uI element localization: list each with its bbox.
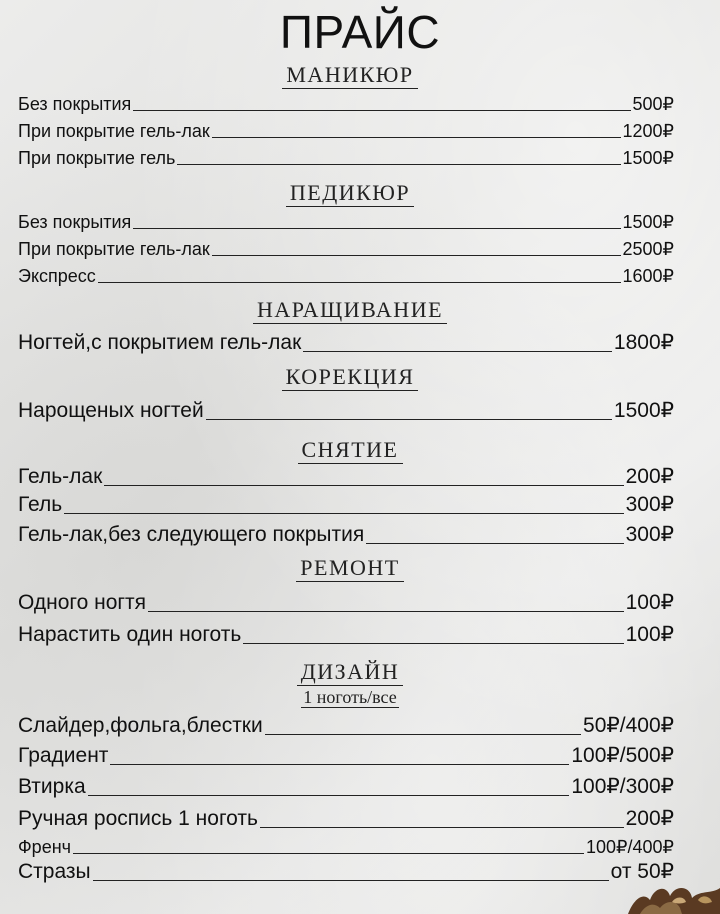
leader-line (206, 418, 612, 420)
leader-line (64, 512, 623, 514)
section-title-extension: НАРАЩИВАНИЕ (0, 297, 700, 323)
service-price: 200₽ (625, 807, 674, 830)
leader-line (177, 163, 620, 165)
section-title-manicure: МАНИКЮР (0, 62, 700, 88)
price-row (18, 772, 674, 800)
service-price: 100₽ (625, 623, 674, 646)
service-name: Втирка (18, 775, 86, 798)
service-name: Френч (18, 837, 72, 857)
service-name: Без покрытия (18, 94, 132, 114)
price-row (18, 620, 674, 648)
page-title: ПРАЙС (279, 6, 441, 58)
section-title-removal: СНЯТИЕ (0, 437, 700, 463)
price-row (18, 209, 674, 233)
section-title-pedicure: ПЕДИКЮР (0, 180, 700, 206)
service-name: При покрытие гель (18, 148, 176, 168)
service-price: 200₽ (625, 465, 674, 488)
leader-line (212, 254, 621, 256)
service-price: 500₽ (632, 94, 674, 114)
price-row (18, 804, 674, 832)
leader-line (212, 136, 621, 138)
service-price: 100₽/500₽ (571, 744, 674, 767)
price-row (18, 236, 674, 260)
leader-line (148, 610, 624, 612)
service-price: 100₽/400₽ (586, 837, 674, 857)
service-name: Гель-лак,без следующего покрытия (18, 523, 365, 546)
section-title-repair: РЕМОНТ (0, 555, 700, 581)
price-row (18, 741, 674, 769)
service-name: Гель (18, 493, 63, 516)
price-row (18, 834, 674, 858)
leader-line (93, 879, 609, 881)
service-price: 2500₽ (622, 239, 674, 259)
price-row (18, 711, 674, 739)
service-price: 1500₽ (613, 399, 674, 422)
price-row (18, 118, 674, 142)
price-row (18, 490, 674, 518)
leader-line (243, 642, 623, 644)
price-row (18, 396, 674, 424)
price-row (18, 462, 674, 490)
leader-line (133, 109, 630, 111)
leader-line (366, 542, 623, 544)
service-name: Ручная роспись 1 ноготь (18, 807, 258, 830)
leader-line (260, 826, 624, 828)
service-name: При покрытие гель-лак (18, 121, 210, 141)
price-row (18, 588, 674, 616)
service-price: 300₽ (625, 493, 674, 516)
service-price: 50₽/400₽ (583, 714, 674, 737)
service-name: Без покрытия (18, 212, 132, 232)
service-price: 100₽/300₽ (571, 775, 674, 798)
service-name: Слайдер,фольга,блестки (18, 714, 263, 737)
service-price: 1500₽ (622, 212, 674, 232)
leader-line (104, 484, 623, 486)
leader-line (98, 281, 621, 283)
service-price: от 50₽ (610, 860, 674, 883)
service-price: 1600₽ (622, 266, 674, 286)
service-price: 1200₽ (622, 121, 674, 141)
price-row (18, 857, 674, 885)
service-name: При покрытие гель-лак (18, 239, 210, 259)
design-subtitle: 1 ноготь/все (303, 687, 397, 707)
service-name: Гель-лак (18, 465, 103, 488)
leader-line (133, 227, 620, 229)
leader-line (110, 763, 569, 765)
price-row (18, 91, 674, 115)
service-name: Экспресс (18, 266, 96, 286)
leader-line (265, 733, 581, 735)
price-row (18, 263, 674, 287)
price-row (18, 520, 674, 548)
leader-line (73, 852, 584, 854)
service-name: Нарощеных ногтей (18, 399, 204, 422)
service-price: 100₽ (625, 591, 674, 614)
service-name: Нарастить один ноготь (18, 623, 242, 646)
service-name: Одного ногтя (18, 591, 147, 614)
service-name: Градиент (18, 744, 109, 767)
section-title-design: ДИЗАЙН (0, 659, 700, 685)
leader-line (303, 350, 612, 352)
price-row (18, 145, 674, 169)
section-title-correction: КОРЕКЦИЯ (0, 364, 700, 390)
service-name: Ногтей,с покрытием гель-лак (18, 331, 302, 354)
price-row (18, 328, 674, 356)
floral-decoration (610, 854, 720, 914)
service-name: Стразы (18, 860, 91, 883)
service-price: 1500₽ (622, 148, 674, 168)
service-price: 1800₽ (613, 331, 674, 354)
leader-line (88, 794, 570, 796)
service-price: 300₽ (625, 523, 674, 546)
